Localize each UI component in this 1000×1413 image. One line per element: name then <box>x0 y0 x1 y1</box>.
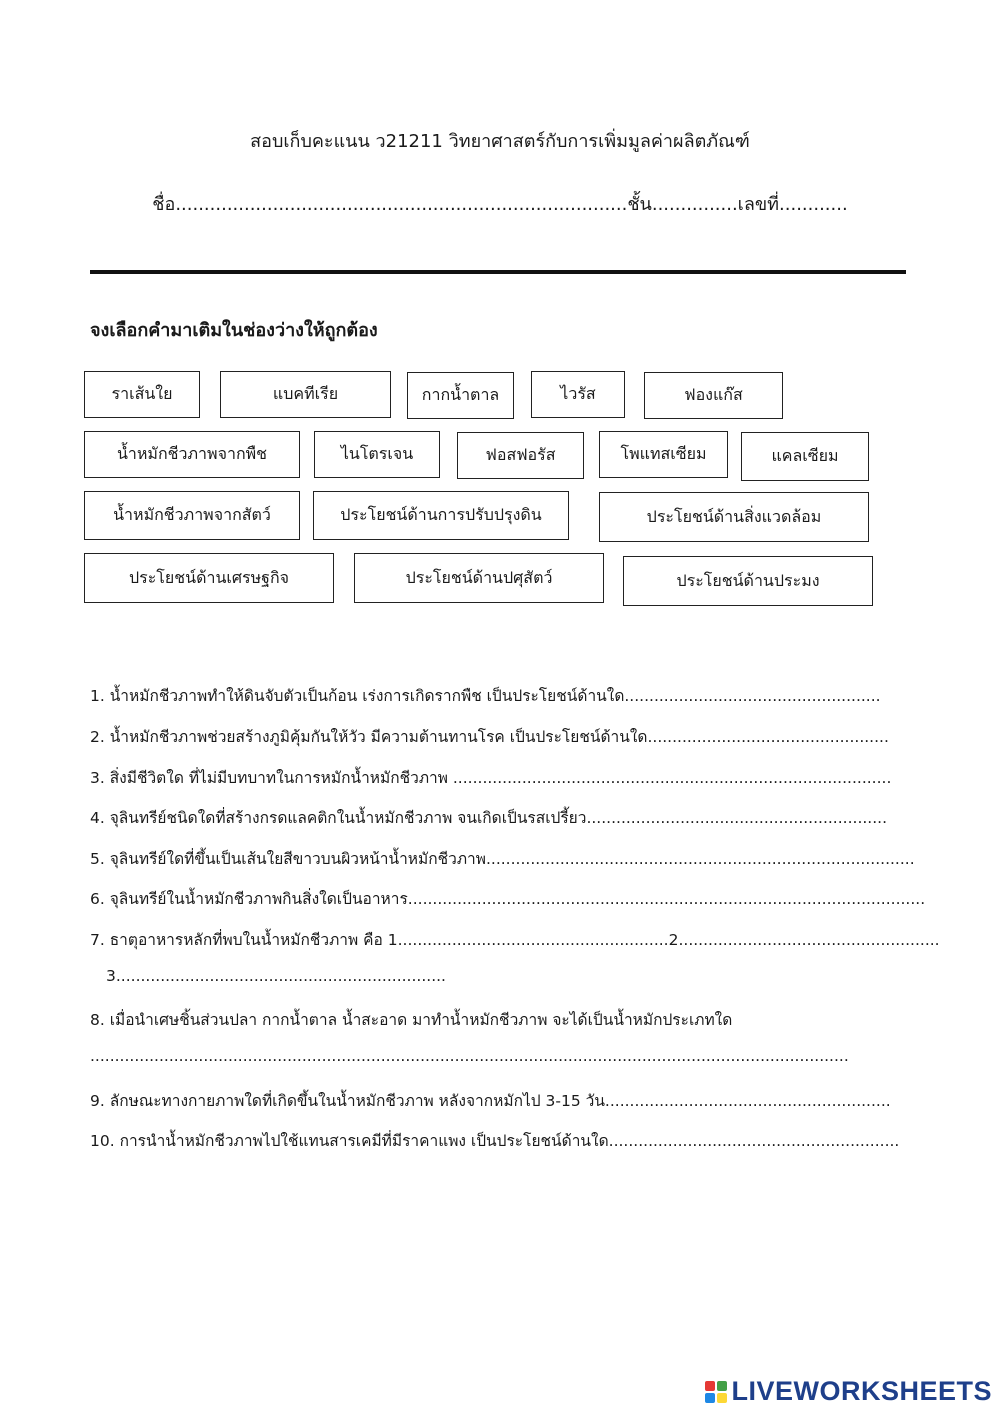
question-3: 3. สิ่งมีชีวิตใด ที่ไม่มีบทบาทในการหมักน้ำหมักชีวภาพ ......................................................................................... <box>90 769 892 787</box>
logo-square-blue <box>705 1393 715 1403</box>
liveworksheets-brand <box>705 1376 992 1407</box>
word-chip[interactable]: ไวรัส <box>531 371 625 418</box>
question-4: 4. จุลินทรีย์ชนิดใดที่สร้างกรดแลคติกในน้ำหมักชีวภาพ จนเกิดเป็นรสเปรี้ยว............................................................. <box>90 809 888 827</box>
header-divider <box>90 270 906 274</box>
question-1: 1. น้ำหมักชีวภาพทำให้ดินจับตัวเป็นก้อน เร่งการเกิดรากพืช เป็นประโยชน์ด้านใด.................................................... <box>90 687 881 705</box>
question-7-continuation: 3................................................................... <box>106 967 446 985</box>
brand-name: LIVEWORKSHEETS <box>731 1376 992 1406</box>
word-chip[interactable]: ประโยชน์ด้านประมง <box>623 556 873 606</box>
word-chip[interactable]: ประโยชน์ด้านสิ่งแวดล้อม <box>599 492 869 542</box>
worksheet-title: สอบเก็บคะแนน ว21211 วิทยาศาสตร์กับการเพิ่มมูลค่าผลิตภัณฑ์ <box>250 131 750 152</box>
word-chip[interactable]: ราเส้นใย <box>84 371 200 418</box>
question-10: 10. การนำน้ำหมักชีวภาพไปใช้แทนสารเคมีที่มีราคาแพง เป็นประโยชน์ด้านใด........................................................... <box>90 1132 900 1150</box>
word-chip[interactable]: น้ำหมักชีวภาพจากสัตว์ <box>84 491 300 540</box>
word-chip[interactable]: โพแทสเซียม <box>599 431 728 478</box>
word-chip[interactable]: ประโยชน์ด้านการปรับปรุงดิน <box>313 491 569 540</box>
question-9: 9. ลักษณะทางกายภาพใดที่เกิดขึ้นในน้ำหมักชีวภาพ หลังจากหมักไป 3-15 วัน.......................................................... <box>90 1092 891 1110</box>
word-chip[interactable]: ฟอสฟอรัส <box>457 432 584 479</box>
word-chip[interactable]: น้ำหมักชีวภาพจากพืช <box>84 431 300 478</box>
student-info-line: ชื่อ...............................................................................ชั้น...............เลขที่............ <box>152 194 848 215</box>
word-chip[interactable]: กากน้ำตาล <box>407 372 514 419</box>
question-7: 7. ธาตุอาหารหลักที่พบในน้ำหมักชีวภาพ คือ 1.......................................................2..................................................... <box>90 931 940 949</box>
liveworksheets-logo-icon <box>705 1381 727 1403</box>
question-8: 8. เมื่อนำเศษชิ้นส่วนปลา กากน้ำตาล น้ำสะอาด มาทำน้ำหมักชีวภาพ จะได้เป็นน้ำหมักประเภทใด <box>90 1011 733 1029</box>
word-chip[interactable]: ไนโตรเจน <box>314 431 440 478</box>
answer-line-8[interactable]: .......................................................................................................................................................... <box>90 1047 849 1065</box>
logo-square-yellow <box>717 1393 727 1403</box>
word-chip[interactable]: แคลเซียม <box>741 432 869 481</box>
word-chip[interactable]: ฟองแก๊ส <box>644 372 783 419</box>
instruction-text: จงเลือกคำมาเติมในช่องว่างให้ถูกต้อง <box>90 320 378 341</box>
question-5: 5. จุลินทรีย์ใดที่ขึ้นเป็นเส้นใยสีขาวบนผิวหน้าน้ำหมักชีวภาพ....................................................................................... <box>90 850 915 868</box>
word-chip[interactable]: ประโยชน์ด้านเศรษฐกิจ <box>84 553 334 603</box>
word-chip[interactable]: แบคทีเรีย <box>220 371 391 418</box>
word-chip[interactable]: ประโยชน์ด้านปศุสัตว์ <box>354 553 604 603</box>
logo-square-red <box>705 1381 715 1391</box>
question-2: 2. น้ำหมักชีวภาพช่วยสร้างภูมิคุ้มกันให้วัว มีความต้านทานโรค เป็นประโยชน์ด้านใด................................................. <box>90 728 889 746</box>
logo-square-green <box>717 1381 727 1391</box>
question-6: 6. จุลินทรีย์ในน้ำหมักชีวภาพกินสิ่งใดเป็นอาหาร......................................................................................................... <box>90 890 926 908</box>
